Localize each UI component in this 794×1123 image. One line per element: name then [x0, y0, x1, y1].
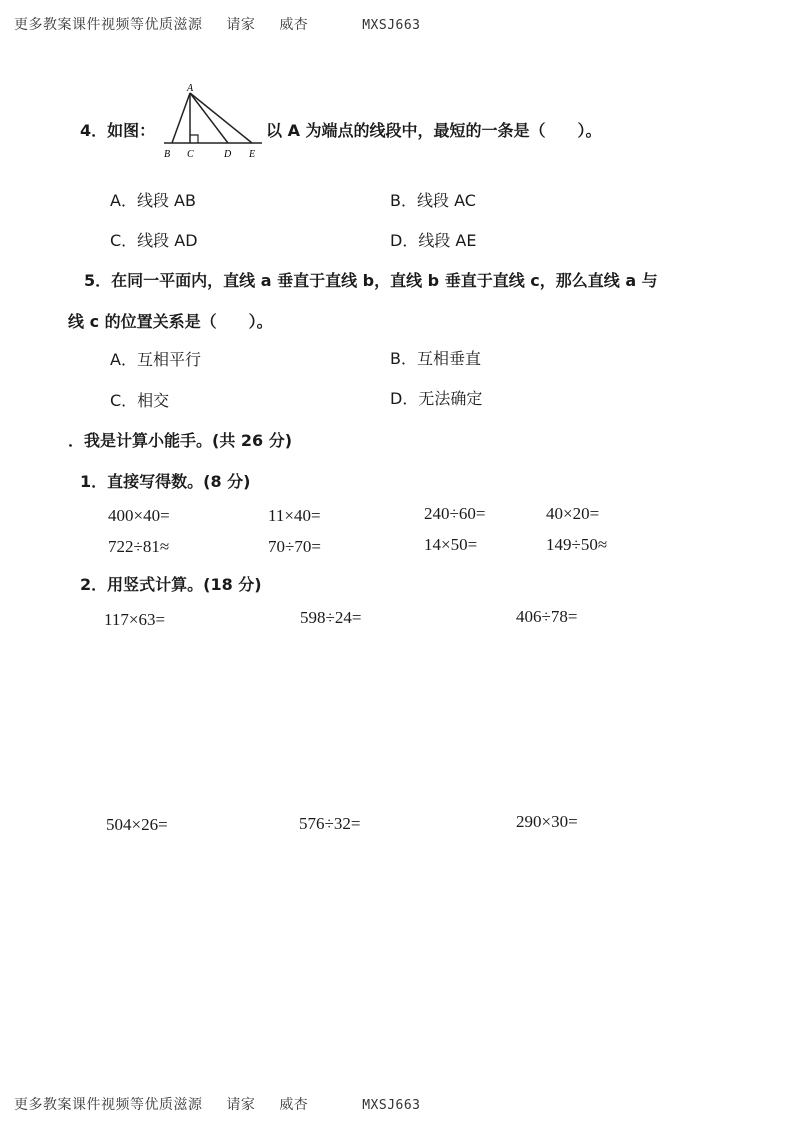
q5-option-b: B．互相垂直	[390, 349, 481, 368]
segment-ae	[190, 93, 252, 143]
q5-option-a: A．互相平行	[110, 350, 201, 369]
vertical-calc-item: 576÷32=	[299, 814, 361, 833]
footer-code: MXSJ663	[362, 1098, 421, 1113]
part2-title: 2．用竖式计算。(18 分)	[80, 575, 262, 594]
footer-promo: 更多教案课件视频等优质滋源	[14, 1097, 203, 1113]
vertical-calc-item: 504×26=	[106, 815, 168, 834]
q4-stem: 以 A 为端点的线段中，最短的一条是（ ）。	[266, 121, 602, 140]
vertical-calc-item: 290×30=	[516, 812, 578, 831]
section-title: ．我是计算小能手。(共 26 分)	[68, 431, 293, 450]
oral-calc-item: 400×40=	[108, 506, 170, 525]
q4-option-a: A．线段 AB	[110, 191, 196, 210]
label-d: D	[224, 149, 232, 160]
right-angle-mark	[190, 135, 198, 143]
oral-calc-item: 722÷81≈	[108, 537, 170, 556]
vertical-calc-item: 598÷24=	[300, 608, 362, 627]
triangle-figure	[160, 82, 270, 162]
q4-option-b: B．线段 AC	[390, 191, 476, 210]
header-promo: 更多教案课件视频等优质滋源	[14, 17, 203, 33]
oral-calc-item: 149÷50≈	[546, 535, 608, 554]
label-c: C	[187, 149, 194, 160]
oral-calc-item: 40×20=	[546, 504, 600, 523]
label-a: A	[187, 83, 194, 94]
header-code: MXSJ663	[362, 18, 421, 33]
label-b: B	[164, 149, 171, 160]
vertical-calc-item: 406÷78=	[516, 607, 578, 626]
q5-option-d: D．无法确定	[390, 389, 483, 408]
header-contact-name: 威杏	[279, 17, 309, 33]
page-footer	[14, 1094, 421, 1114]
oral-calc-item: 11×40=	[268, 506, 321, 525]
q4-option-d: D．线段 AE	[390, 231, 477, 250]
footer-contact-prefix: 请家	[226, 1097, 256, 1113]
q4-lead: 4．如图：	[80, 121, 156, 140]
segment-ab	[172, 93, 190, 143]
vertical-calc-item: 117×63=	[104, 610, 166, 629]
q5-option-c: C．相交	[110, 391, 170, 410]
oral-calc-item: 240÷60=	[424, 504, 486, 523]
part1-title: 1．直接写得数。(8 分)	[80, 472, 251, 491]
oral-calc-item: 70÷70=	[268, 537, 321, 556]
q5-stem-line2: 线 c 的位置关系是（ ）。	[68, 312, 273, 331]
page-header	[14, 14, 421, 34]
label-e: E	[249, 149, 256, 160]
footer-contact-name: 威杏	[279, 1097, 309, 1113]
header-contact-prefix: 请家	[226, 17, 256, 33]
q5-stem-line1: 5．在同一平面内，直线 a 垂直于直线 b，直线 b 垂直于直线 c，那么直线 a 与	[84, 271, 658, 290]
q4-option-c: C．线段 AD	[110, 231, 198, 250]
oral-calc-item: 14×50=	[424, 535, 478, 554]
